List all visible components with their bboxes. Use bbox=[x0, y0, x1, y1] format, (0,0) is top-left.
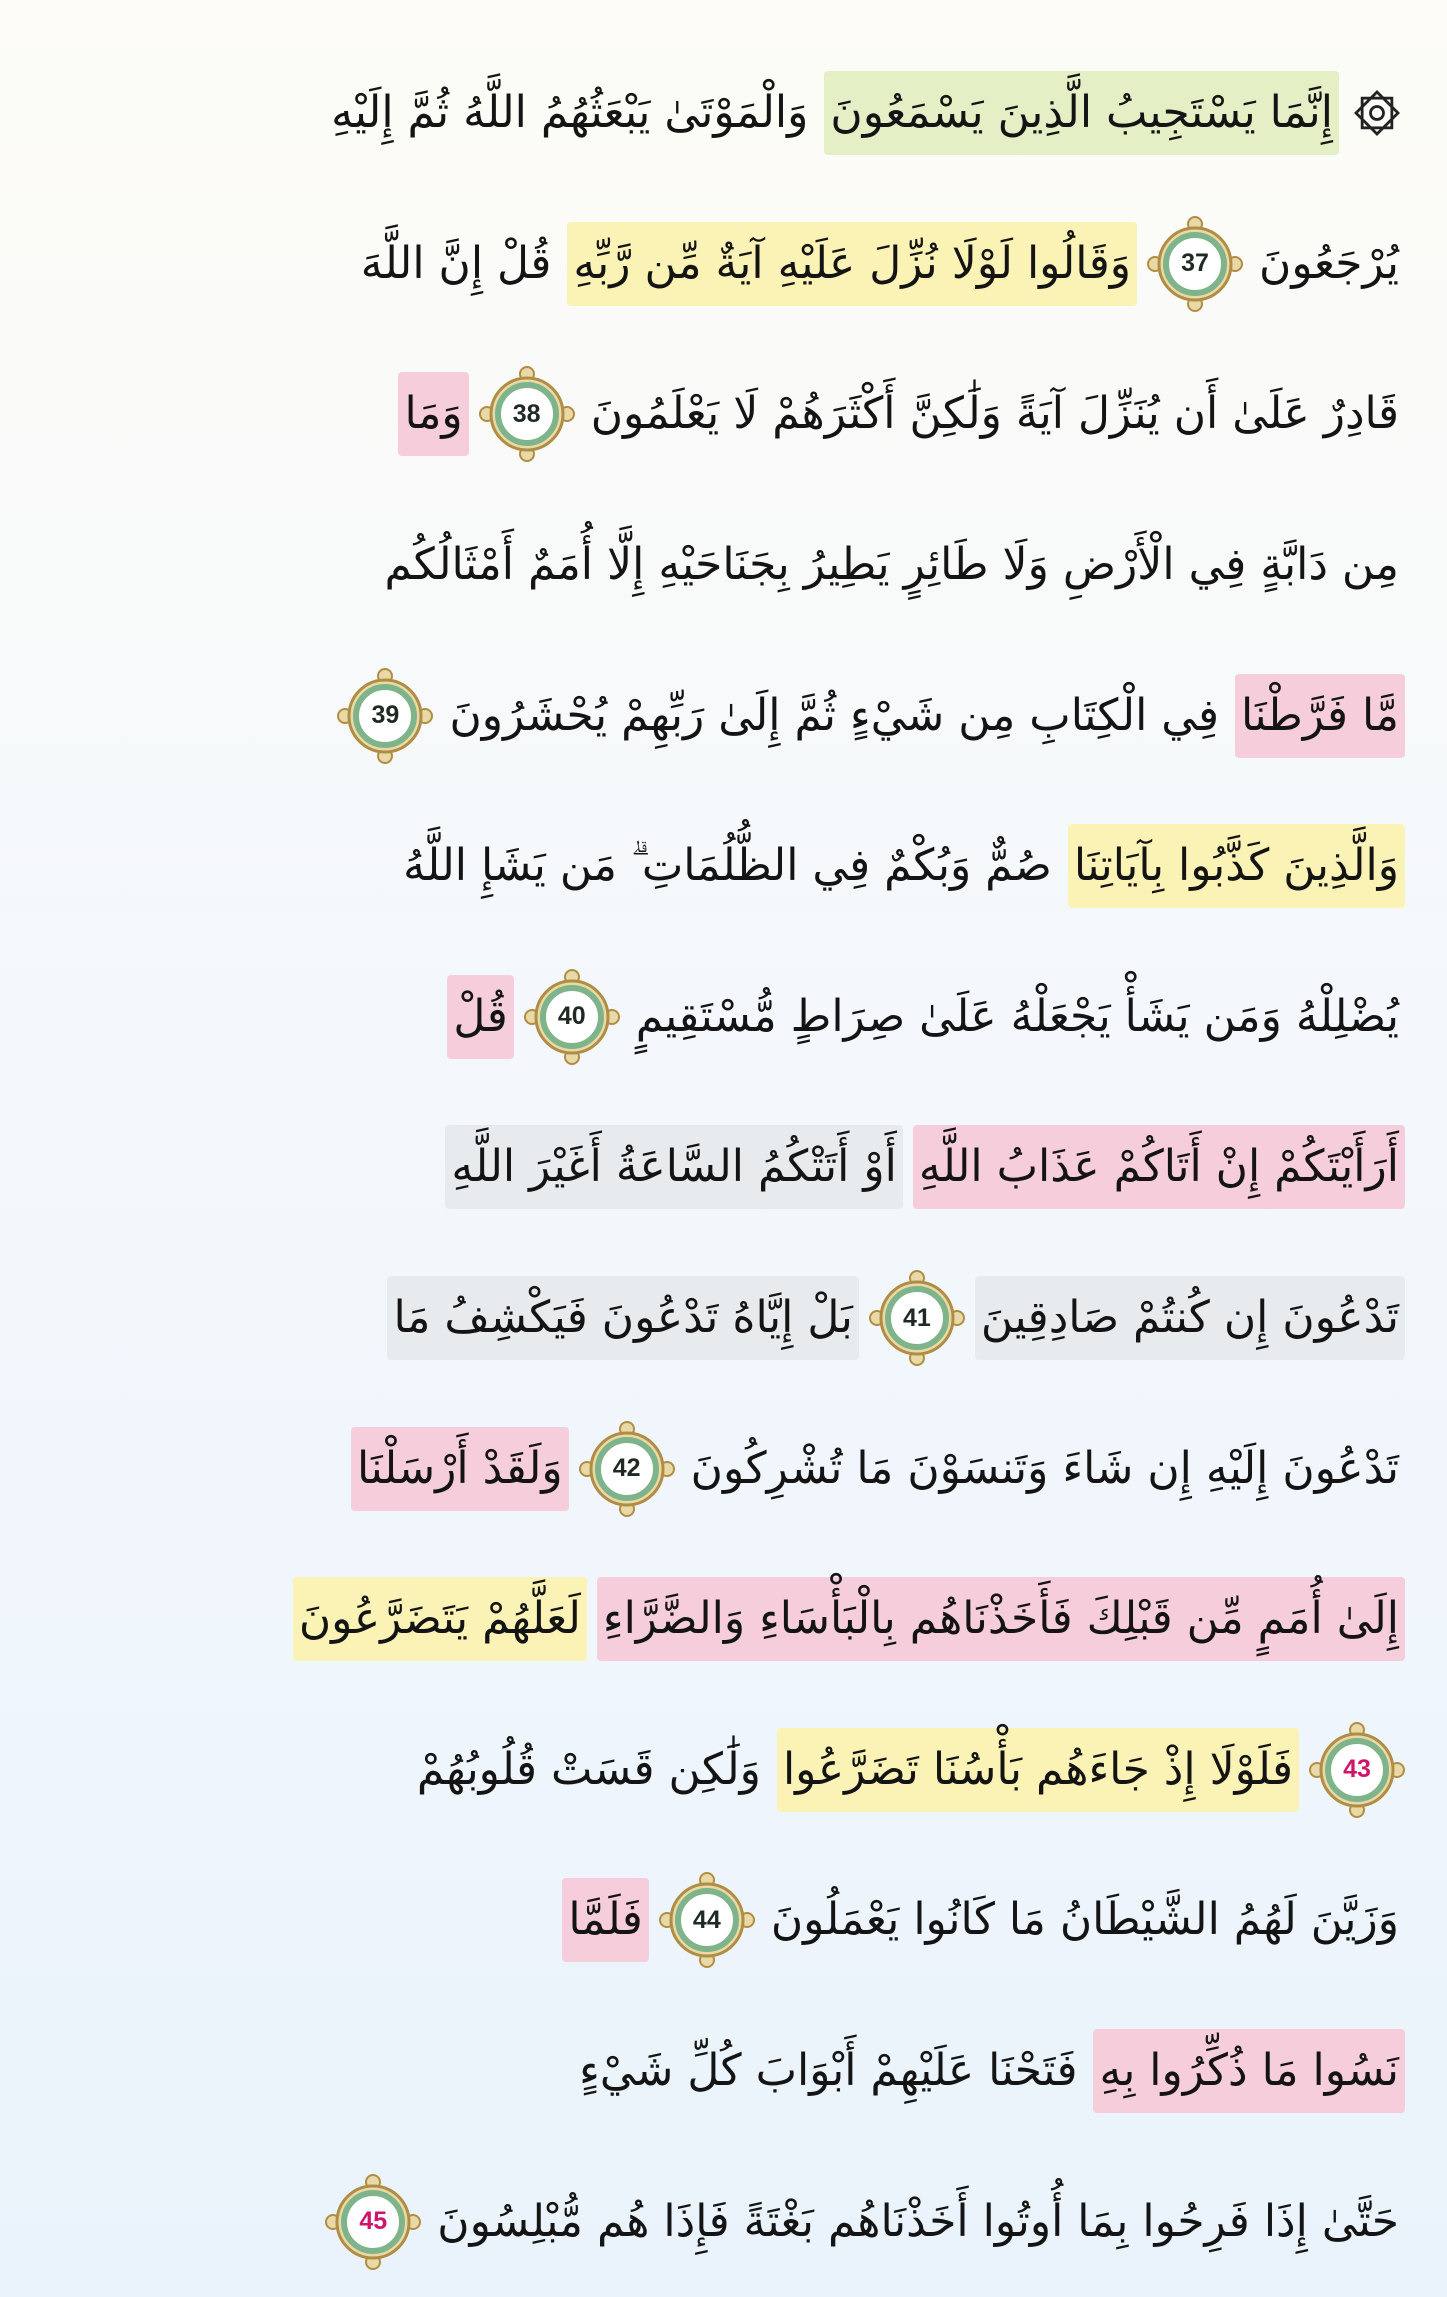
verse-line bbox=[0, 1845, 1447, 1996]
ayah-number-marker[interactable] bbox=[524, 969, 620, 1065]
ayah-number: 38 bbox=[512, 399, 541, 428]
highlighted-verse-text: وَمَا bbox=[398, 372, 468, 456]
highlighted-verse-text: أَرَأَيْتَكُمْ إِنْ أَتَاكُمْ عَذَابُ اللَّهِ bbox=[913, 1125, 1405, 1209]
verse-line bbox=[0, 640, 1447, 791]
verse-text: قَادِرٌ عَلَىٰ أَن يُنَزِّلَ آيَةً وَلَٰكِنَّ أَكْثَرَهُمْ لَا يَعْلَمُونَ bbox=[590, 388, 1399, 440]
ayah-number-marker[interactable] bbox=[1147, 216, 1243, 312]
verse-line bbox=[0, 2146, 1447, 2297]
highlighted-verse-text: وَلَقَدْ أَرْسَلْنَا bbox=[351, 1427, 569, 1511]
verse-line bbox=[0, 490, 1447, 641]
highlighted-verse-text: نَسُوا مَا ذُكِّرُوا بِهِ bbox=[1093, 2029, 1405, 2113]
verse-text: وَالْمَوْتَىٰ يَبْعَثُهُمُ اللَّهُ ثُمَّ إِلَيْهِ bbox=[331, 87, 809, 139]
highlighted-verse-text: لَعَلَّهُمْ يَتَضَرَّعُونَ bbox=[293, 1577, 587, 1661]
verse-text: فَتَحْنَا عَلَيْهِمْ أَبْوَابَ كُلِّ شَيْءٍ bbox=[579, 2045, 1078, 2097]
highlighted-verse-text: تَدْعُونَ إِن كُنتُمْ صَادِقِينَ bbox=[975, 1276, 1405, 1360]
highlighted-verse-text: وَالَّذِينَ كَذَّبُوا بِآيَاتِنَا bbox=[1068, 824, 1405, 908]
verse-text: مِن دَابَّةٍ فِي الْأَرْضِ وَلَا طَائِرٍ يَطِيرُ بِجَنَاحَيْهِ إِلَّا أُمَمٌ أَمْثَالُكُم bbox=[384, 539, 1399, 591]
highlighted-verse-text: قُلْ bbox=[447, 975, 513, 1059]
verse-line bbox=[0, 1544, 1447, 1695]
highlighted-verse-text: بَلْ إِيَّاهُ تَدْعُونَ فَيَكْشِفُ مَا bbox=[387, 1276, 858, 1360]
verse-line bbox=[0, 791, 1447, 942]
verse-text: يُضْلِلْهُ وَمَن يَشَأْ يَجْعَلْهُ عَلَىٰ صِرَاطٍ مُّسْتَقِيمٍ bbox=[635, 990, 1399, 1042]
ayah-number-marker[interactable] bbox=[579, 1421, 675, 1517]
highlighted-verse-text: وَقَالُوا لَوْلَا نُزِّلَ عَلَيْهِ آيَةٌ مِّن رَّبِّهِ bbox=[567, 222, 1137, 306]
ayah-number: 43 bbox=[1343, 1755, 1371, 1784]
ayah-number-marker[interactable] bbox=[325, 2174, 421, 2270]
verse-line bbox=[0, 38, 1447, 189]
ayah-number: 39 bbox=[371, 701, 400, 730]
verse-line bbox=[0, 1243, 1447, 1394]
verse-line bbox=[0, 339, 1447, 490]
verse-text: تَدْعُونَ إِلَيْهِ إِن شَاءَ وَتَنسَوْنَ مَا تُشْرِكُونَ bbox=[690, 1442, 1399, 1494]
verse-line bbox=[0, 1996, 1447, 2147]
ayah-number-marker[interactable] bbox=[479, 366, 575, 462]
ayah-number-marker[interactable] bbox=[659, 1872, 755, 1968]
verse-text: صُمٌّ وَبُكْمٌ فِي الظُّلُمَاتِ ۗ مَن يَشَإِ اللَّهُ bbox=[403, 840, 1052, 892]
verse-line bbox=[0, 942, 1447, 1093]
verse-text: فِي الْكِتَابِ مِن شَيْءٍ ثُمَّ إِلَىٰ رَبِّهِمْ يُحْشَرُونَ bbox=[449, 689, 1220, 741]
highlighted-verse-text: إِلَىٰ أُمَمٍ مِّن قَبْلِكَ فَأَخَذْنَاهُم بِالْبَأْسَاءِ وَالضَّرَّاءِ bbox=[597, 1577, 1405, 1661]
rub-el-hizb-icon bbox=[1349, 85, 1405, 141]
highlighted-verse-text: أَوْ أَتَتْكُمُ السَّاعَةُ أَغَيْرَ اللَّهِ bbox=[445, 1125, 902, 1209]
highlighted-verse-text: فَلَمَّا bbox=[562, 1878, 648, 1962]
verse-text: يُرْجَعُونَ bbox=[1259, 237, 1399, 289]
ayah-number: 41 bbox=[903, 1303, 931, 1332]
verse-line bbox=[0, 189, 1447, 340]
verse-text: وَزَيَّنَ لَهُمُ الشَّيْطَانُ مَا كَانُوا يَعْمَلُونَ bbox=[770, 1894, 1399, 1946]
verse-line bbox=[0, 1092, 1447, 1243]
verse-text: وَلَٰكِن قَسَتْ قُلُوبُهُمْ bbox=[416, 1743, 761, 1795]
ayah-number: 42 bbox=[612, 1454, 641, 1483]
ayah-number-marker[interactable] bbox=[337, 668, 433, 764]
highlighted-verse-text: فَلَوْلَا إِذْ جَاءَهُم بَأْسُنَا تَضَرَّعُوا bbox=[777, 1728, 1299, 1812]
verse-text: حَتَّىٰ إِذَا فَرِحُوا بِمَا أُوتُوا أَخَذْنَاهُم بَغْتَةً فَإِذَا هُم مُّبْلِسُونَ bbox=[437, 2195, 1399, 2247]
verse-text: قُلْ إِنَّ اللَّهَ bbox=[360, 237, 552, 289]
highlighted-verse-text: مَّا فَرَّطْنَا bbox=[1235, 674, 1405, 758]
ayah-number: 44 bbox=[692, 1905, 721, 1934]
verse-line bbox=[0, 1695, 1447, 1846]
ayah-number-marker[interactable] bbox=[869, 1270, 965, 1366]
ayah-number: 45 bbox=[359, 2207, 388, 2236]
ayah-number: 37 bbox=[1181, 249, 1209, 278]
ayah-number: 40 bbox=[557, 1002, 586, 1031]
ayah-number-marker[interactable] bbox=[1309, 1722, 1405, 1818]
verse-line bbox=[0, 1393, 1447, 1544]
highlighted-verse-text: إِنَّمَا يَسْتَجِيبُ الَّذِينَ يَسْمَعُونَ bbox=[824, 71, 1339, 155]
